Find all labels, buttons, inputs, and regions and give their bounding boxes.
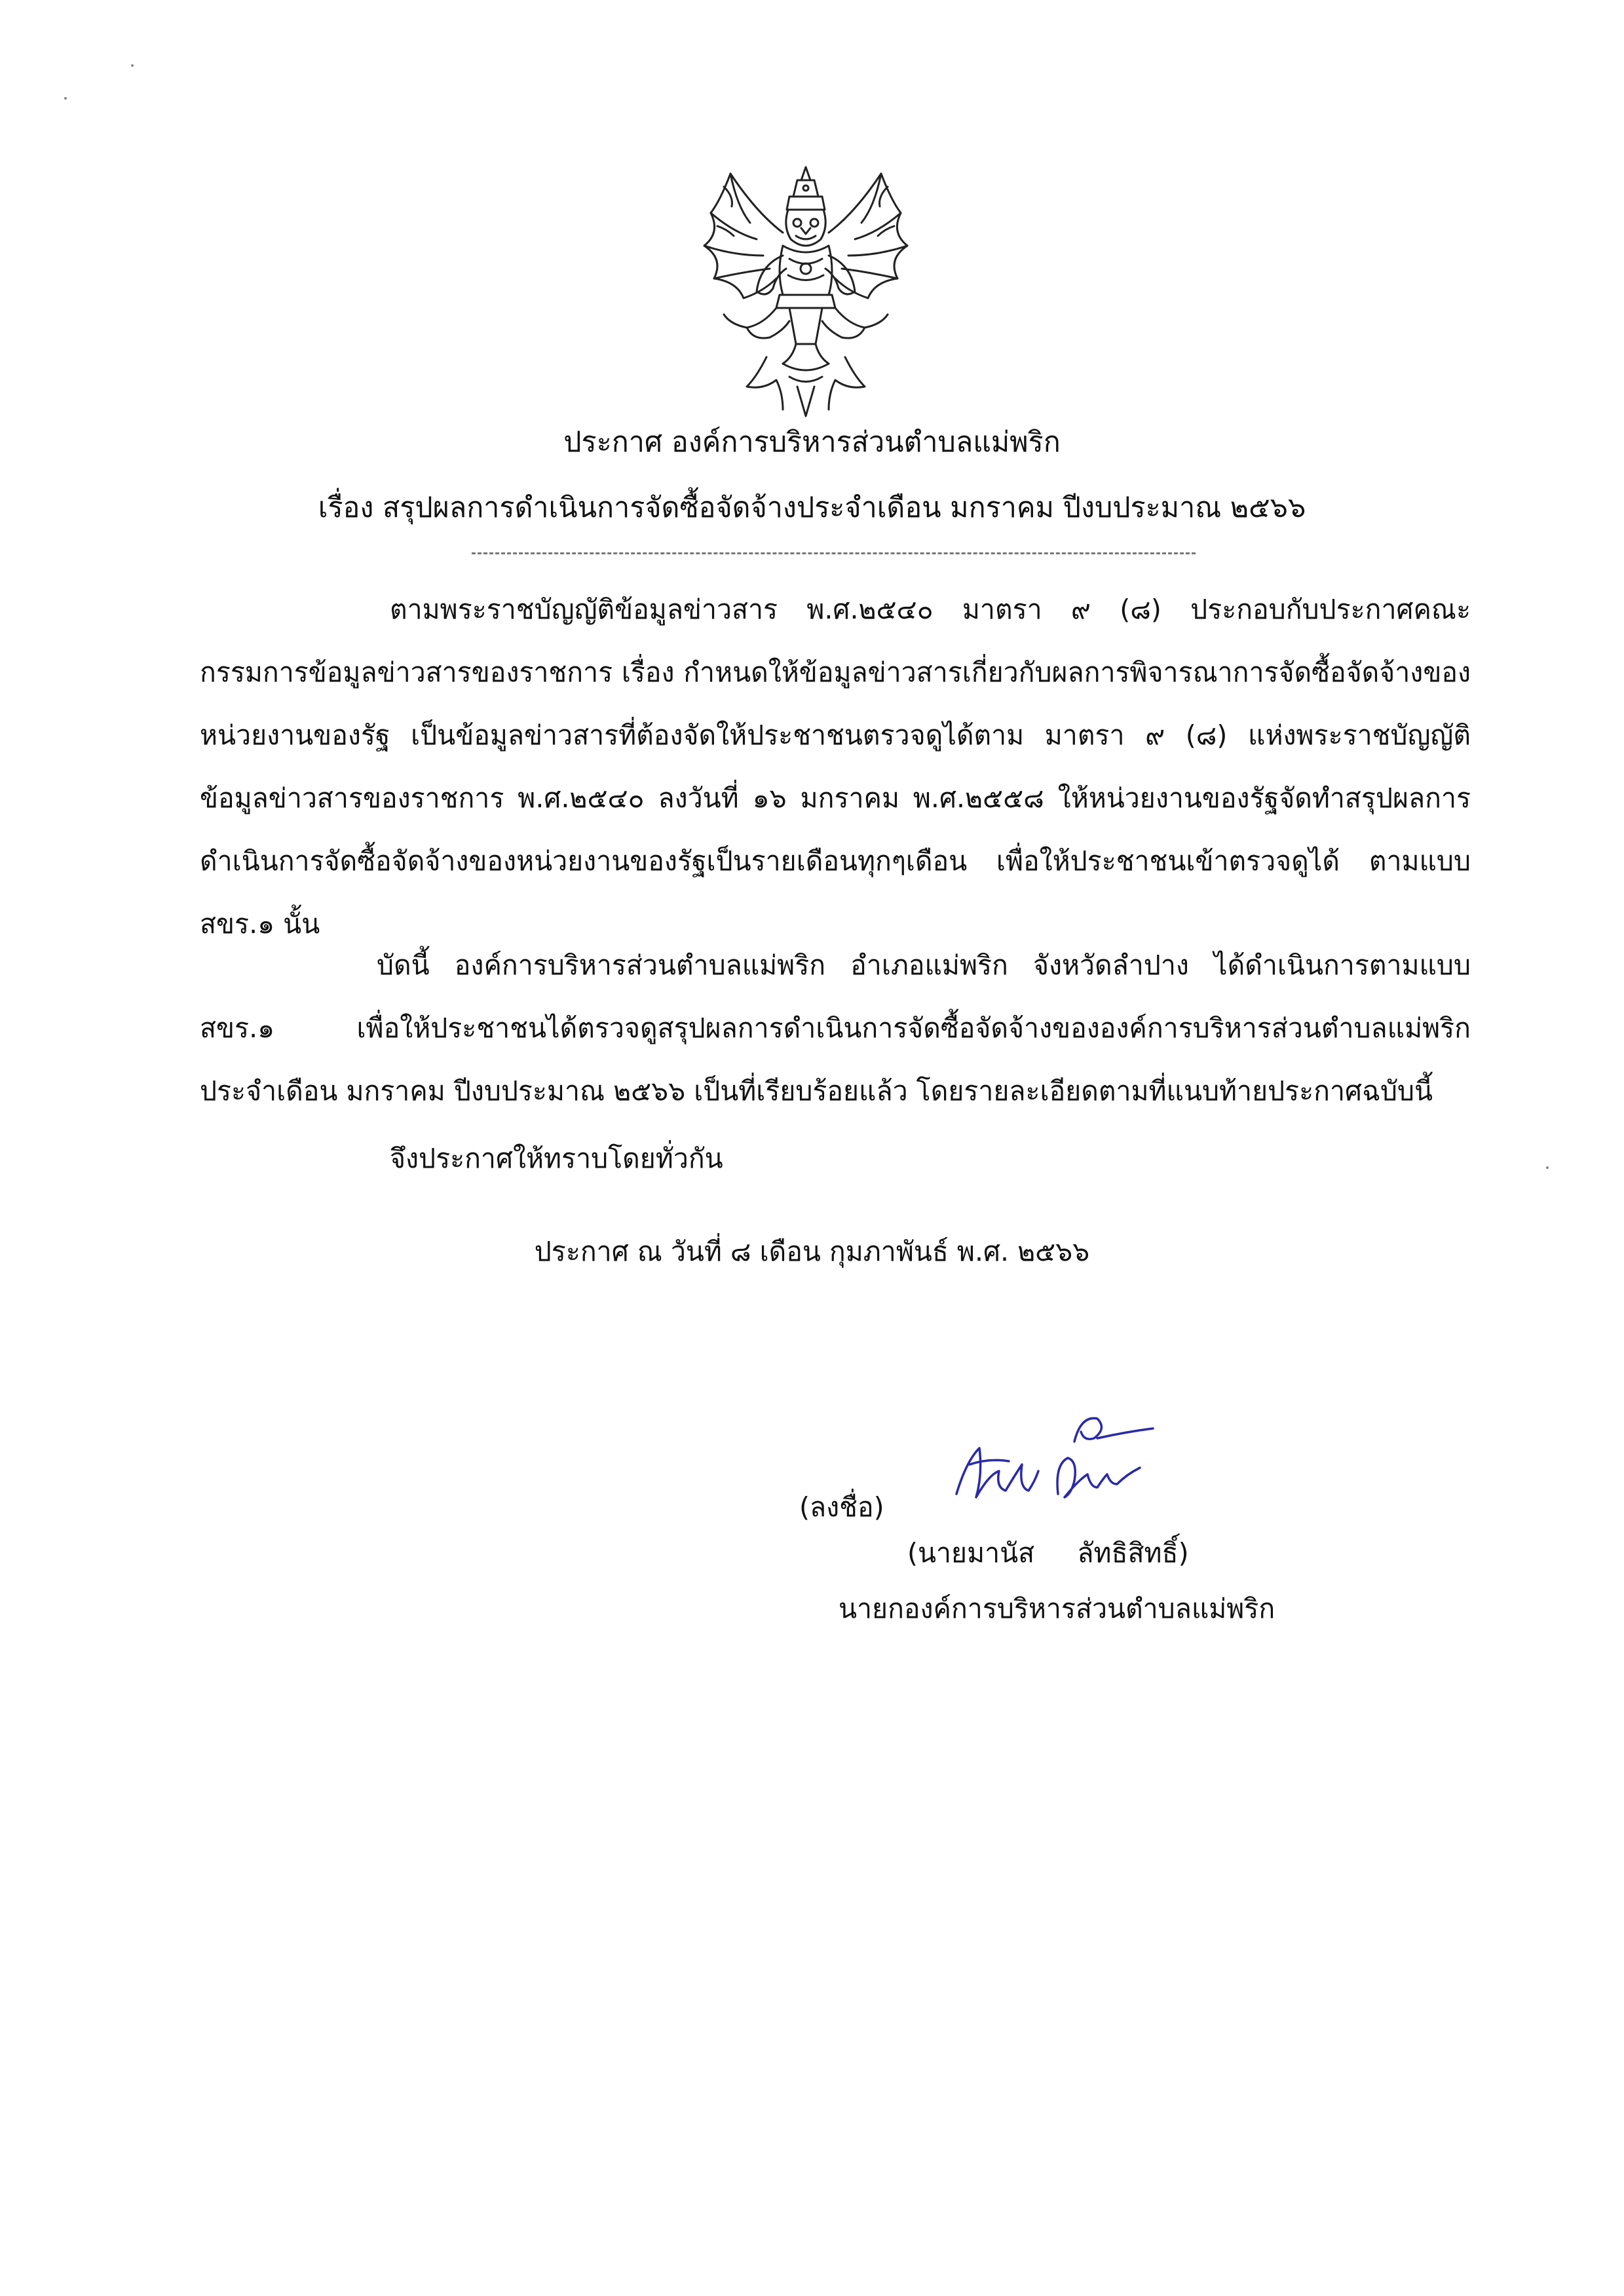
handwritten-signature: [943, 1402, 1166, 1520]
signature-label: (ลงชื่อ): [799, 1491, 884, 1523]
dashed-divider: [472, 552, 1196, 554]
garuda-emblem-icon: [685, 161, 927, 419]
signatory-name: (นายมานัส ลัทธิสิทธิ์): [907, 1537, 1189, 1569]
scan-speck: [64, 97, 67, 100]
scan-speck: [1546, 1166, 1549, 1169]
body-paragraph-2: บัดนี้ องค์การบริหารส่วนตำบลแม่พริก อำเภอแม่พริก จังหวัดลำปาง ได้ดำเนินการตามแบบ สขร.๑ เพื่อให้ประชาชนได้ตรวจดูสรุปผลการดำเนินการจัดซื้อจัดจ้างขององค์การบริหารส่วนตำบลแม่พริก ประจำเดือน มกราคม ปีงบประมาณ ๒๕๖๖ เป็นที่เรียบร้อยแล้ว โดยรายละเอียดตามที่แนบท้ายประกาศฉบับนี้: [200, 949, 1471, 1107]
announcement-date: ประกาศ ณ วันที่ ๘ เดือน กุมภาพันธ์ พ.ศ. ๒๕๖๖: [534, 1236, 1090, 1267]
body-paragraph-3: จึงประกาศให้ทราบโดยทั่วกัน: [390, 1143, 723, 1174]
body-paragraph-1: ตามพระราชบัญญัติข้อมูลข่าวสาร พ.ศ.๒๕๔๐ มาตรา ๙ (๘) ประกอบกับประกาศคณะกรรมการข้อมูลข่าวสารของราชการ เรื่อง กำหนดให้ข้อมูลข่าวสารเกี่ยวกับผลการพิจารณาการจัดซื้อจัดจ้างของหน่วยงานของรัฐ เป็นข้อมูลข่าวสารที่ต้องจัดให้ประชาชนตรวจดูได้ตาม มาตรา ๙ (๘) แห่งพระราชบัญญัติข้อมูลข่าวสารของราชการ พ.ศ.๒๕๔๐ ลงวันที่ ๑๖ มกราคม พ.ศ.๒๕๕๘ ให้หน่วยงานของรัฐจัดทำสรุปผลการดำเนินการจัดซื้อจัดจ้างของหน่วยงานของรัฐเป็นรายเดือนทุกๆเดือน เพื่อให้ประชาชนเข้าตรวจดูได้ ตามแบบ สขร.๑ นั้น: [200, 594, 1471, 940]
announcement-subject: เรื่อง สรุปผลการดำเนินการจัดซื้อจัดจ้างประจำเดือน มกราคม ปีงบประมาณ ๒๕๖๖: [318, 491, 1306, 524]
scan-speck: [131, 64, 134, 67]
announcement-title: ประกาศ องค์การบริหารส่วนตำบลแม่พริก: [563, 426, 1061, 459]
signatory-position: นายกองค์การบริหารส่วนตำบลแม่พริก: [839, 1593, 1275, 1624]
